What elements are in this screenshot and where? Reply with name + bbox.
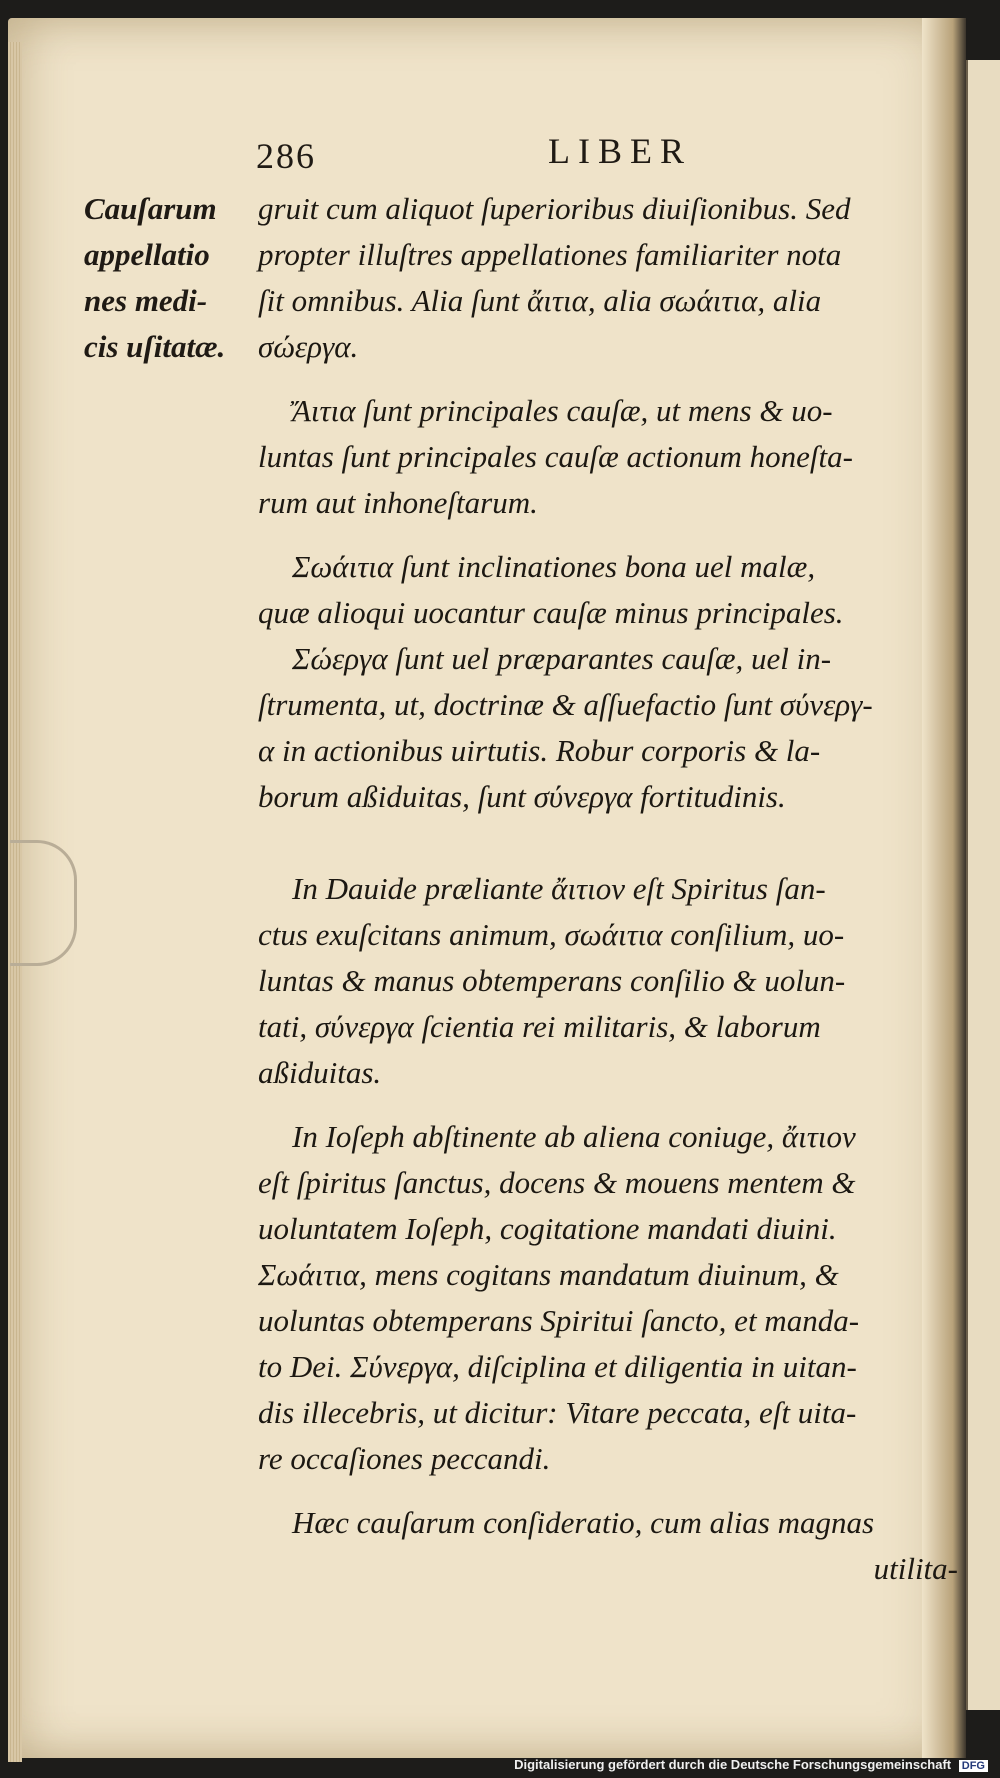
text-line: dis illecebris, ut dicitur: Vitare peccata, eſt uita- [258,1395,857,1430]
text-line: Σώεργα ſunt uel præparantes cauſæ, uel in- [292,641,832,676]
text-line: Σωάιτια ſunt inclinationes bona uel malæ, [292,549,816,584]
text-line: gruit cum aliquot ſuperioribus diuiſionibus. Sed [258,191,851,226]
text-line: to Dei. Σύνεργα, diſciplina et diligentia in uitan- [258,1349,857,1384]
text-line: uoluntatem Ioſeph, cogitatione mandati diuini. [258,1211,837,1246]
text-line: luntas & manus obtemperans conſilio & uolun- [258,963,846,998]
digitization-credit [514,1757,988,1772]
text-line: re occaſiones peccandi. [258,1441,551,1476]
credit-text: Digitalisierung gefördert durch die Deutsche Forschungsgemeinschaft [514,1757,952,1772]
text-line: ſtrumenta, ut, doctrinæ & aſſuefactio ſunt σύνεργ- [258,687,873,722]
text-line: quæ alioqui uocantur cauſæ minus principales. [258,595,844,630]
dfg-logo: DFG [959,1760,988,1772]
text-line: tati, σύνεργα ſcientia rei militaris, & laborum [258,1009,821,1044]
text-line: uoluntas obtemperans Spiritui ſancto, et manda- [258,1303,860,1338]
page-number: 286 [256,136,316,176]
text-line: luntas ſunt principales cauſæ actionum honeſta- [258,439,853,474]
text-line: aßiduitas. [258,1055,382,1090]
margin-note-line: nes medi- [84,283,208,318]
paragraph-intro [258,186,958,370]
text-line: eſt ſpiritus ſanctus, docens & mouens mentem & [258,1165,856,1200]
catchword: utilita- [873,1551,958,1586]
text-line: borum aßiduitas, ſunt σύνεργα fortitudinis. [258,779,786,814]
margin-note-line: Cauſarum [84,191,217,226]
text-line: rum aut inhoneſtarum. [258,485,538,520]
text-line: ctus exuſcitans animum, σωάιτια conſilium, uo- [258,917,845,952]
margin-note-line: cis uſitatæ. [84,329,226,364]
facing-page-edge [966,60,1000,1710]
paragraph-synaitia [258,544,958,636]
text-line: In Dauide præliante ἄιτιον eſt Spiritus ſan- [292,871,826,906]
paragraph-synerga [258,636,958,820]
text-line: α in actionibus uirtutis. Robur corporis & la- [258,733,821,768]
text-line: propter illuſtres appellationes familiariter nota [258,237,842,272]
paragraph-haec [258,1500,958,1592]
text-line: ſit omnibus. Alia ſunt ἄιτια, alia σωάιτια, alia [258,283,822,318]
text-line: In Ioſeph abſtinente ab aliena coniuge, ἄιτιον [292,1119,856,1154]
paragraph-dauid [258,866,958,1096]
text-line: σώεργα. [258,329,359,364]
running-title: LIBER [548,131,692,171]
paragraph-aitia [258,388,958,526]
text-line: Hæc cauſarum conſideratio, cum alias magnas [292,1505,875,1540]
text-line: Ἄιτια ſunt principales cauſæ, ut mens & uo- [292,393,833,428]
text-line: Σωάιτια, mens cogitans mandatum diuinum, & [258,1257,839,1292]
margin-note-line: appellatio [84,237,210,272]
page-clip [10,840,77,966]
margin-note [84,186,256,370]
paragraph-ioseph [258,1114,958,1482]
body-text [258,186,958,1592]
